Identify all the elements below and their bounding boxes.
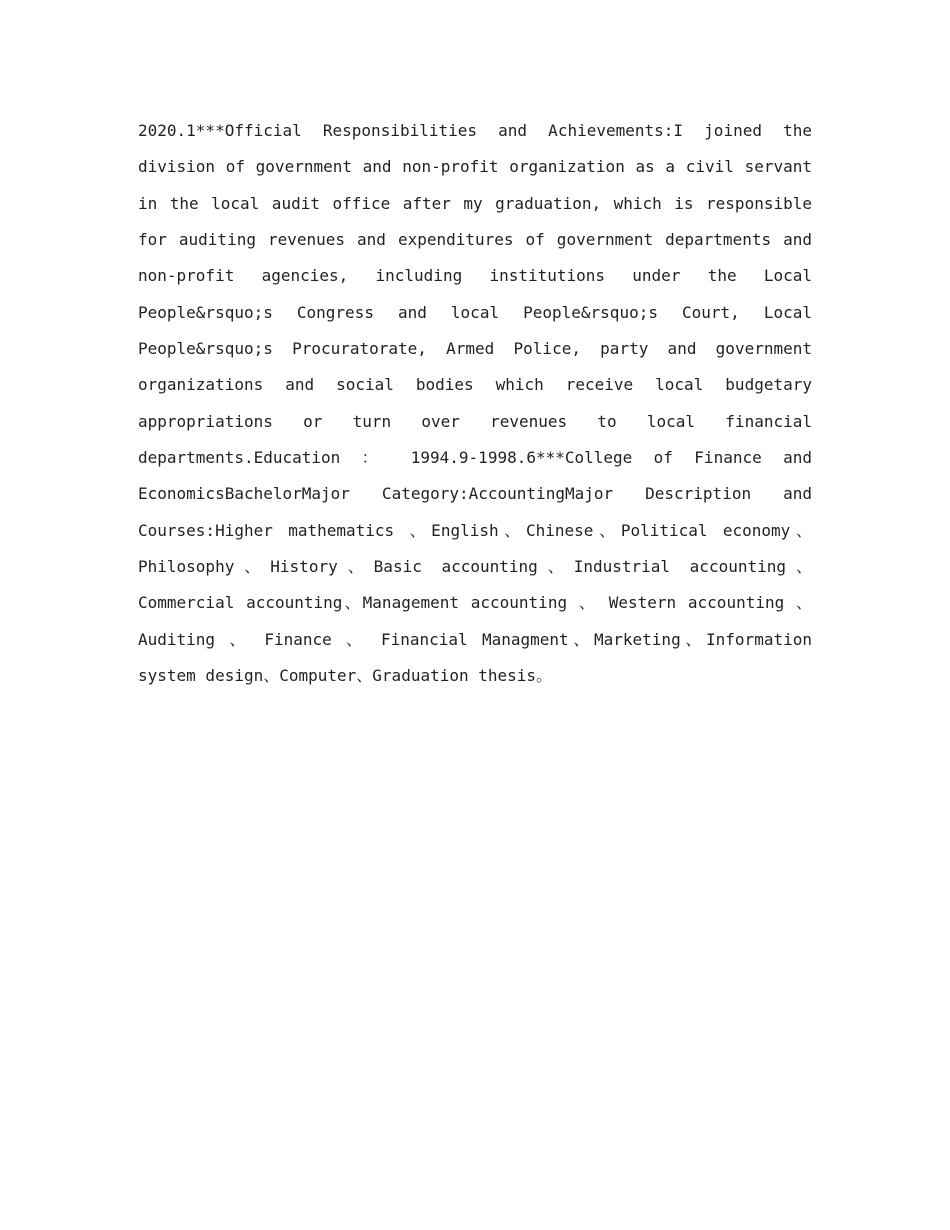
resume-body-paragraph: 2020.1***Official Responsibilities and Achievements:I joined the division of government and non-profit organization as a civil servant in the local audit office after my graduation, which is responsible for auditing revenues and expenditures of government departments and non-profit agencies, including institutions under the Local People&rsquo;s Congress and local People&rsquo;s Court, Local People&rsquo;s Procuratorate, Armed Police, party and government organizations and social bodies which receive local budgetary appropriations or turn over revenues to local financial departments.Education ： 1994.9-1998.6***College of Finance and EconomicsBachelorMajor Category:AccountingMajor Description and Courses:Higher mathematics 、English、Chinese、Political economy、Philosophy、History、Basic accounting、Industrial accounting、Commercial accounting、Management accounting 、 Western accounting 、 Auditing 、 Finance 、 Financial Managment、Marketing、Information system design、Computer、Graduation thesis。 <box>138 121 812 686</box>
